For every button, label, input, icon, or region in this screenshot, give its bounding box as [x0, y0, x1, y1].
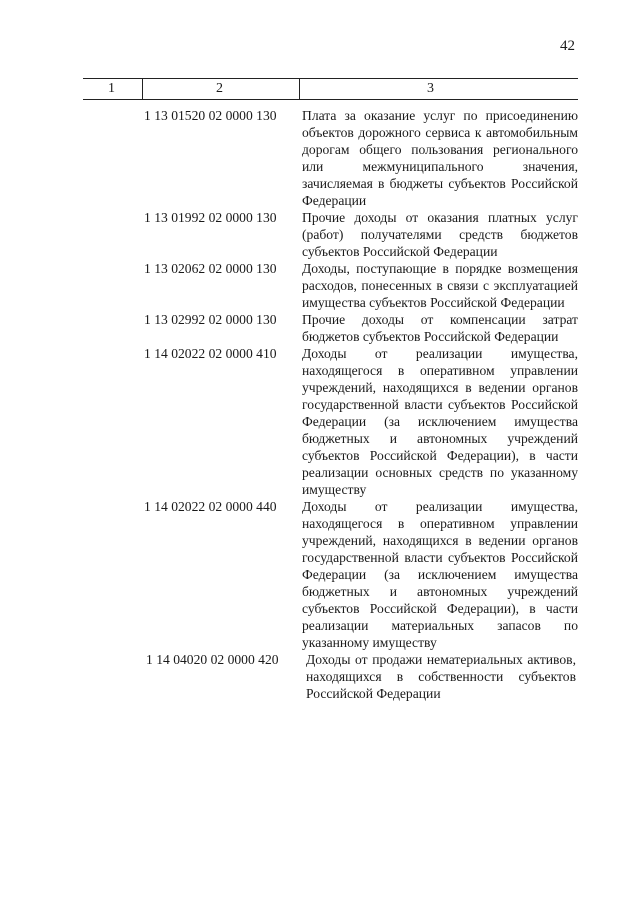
row-code: 1 13 02062 02 0000 130	[144, 261, 277, 276]
header-col-2: 2	[216, 81, 223, 96]
row-description: Доходы от реализации имущества, находящегося в оперативном управлении учреждений, находящихся в ведении органов государственной власти субъектов Российской Федерации (за исключением имущества бюджетных и автономных учреждений субъектов Российской Федерации), в части реализации основных средств по указанному имуществу	[302, 346, 578, 497]
row-description: Доходы от продажи нематериальных активов, находящихся в собственности субъектов Российской Федерации	[306, 652, 576, 701]
table-body	[0, 107, 640, 702]
table-row	[0, 498, 640, 651]
table-row	[0, 651, 640, 702]
row-code: 1 14 02022 02 0000 440	[144, 499, 277, 514]
header-divider-1	[142, 79, 143, 99]
table-row	[0, 311, 640, 345]
table-row	[0, 260, 640, 311]
table-row	[0, 345, 640, 498]
row-description: Доходы, поступающие в порядке возмещения расходов, понесенных в связи с эксплуатацией имущества субъектов Российской Федерации	[302, 261, 578, 310]
row-code: 1 13 01520 02 0000 130	[144, 108, 277, 123]
row-description: Прочие доходы от оказания платных услуг (работ) получателями средств бюджетов субъектов Российской Федерации	[302, 210, 578, 259]
row-description: Плата за оказание услуг по присоединению объектов дорожного сервиса к автомобильным дорогам общего пользования регионального или межмуниципального значения, зачисляемая в бюджеты субъектов Российской Федерации	[302, 108, 578, 208]
row-description: Доходы от реализации имущества, находящегося в оперативном управлении учреждений, находящихся в ведении органов государственной власти субъектов Российской Федерации (за исключением имущества бюджетных и автономных учреждений субъектов Российской Федерации), в части реализации материальных запасов по указанному имуществу	[302, 499, 578, 650]
table-row	[0, 107, 640, 209]
row-code: 1 14 04020 02 0000 420	[146, 652, 279, 667]
header-divider-2	[299, 79, 300, 99]
header-col-1: 1	[108, 81, 115, 96]
row-code: 1 13 02992 02 0000 130	[144, 312, 277, 327]
row-description: Прочие доходы от компенсации затрат бюджетов субъектов Российской Федерации	[302, 312, 578, 344]
table-row	[0, 209, 640, 260]
header-col-3: 3	[427, 81, 434, 96]
table-header	[83, 78, 578, 100]
row-code: 1 14 02022 02 0000 410	[144, 346, 277, 361]
row-code: 1 13 01992 02 0000 130	[144, 210, 277, 225]
page-number: 42	[560, 38, 575, 54]
